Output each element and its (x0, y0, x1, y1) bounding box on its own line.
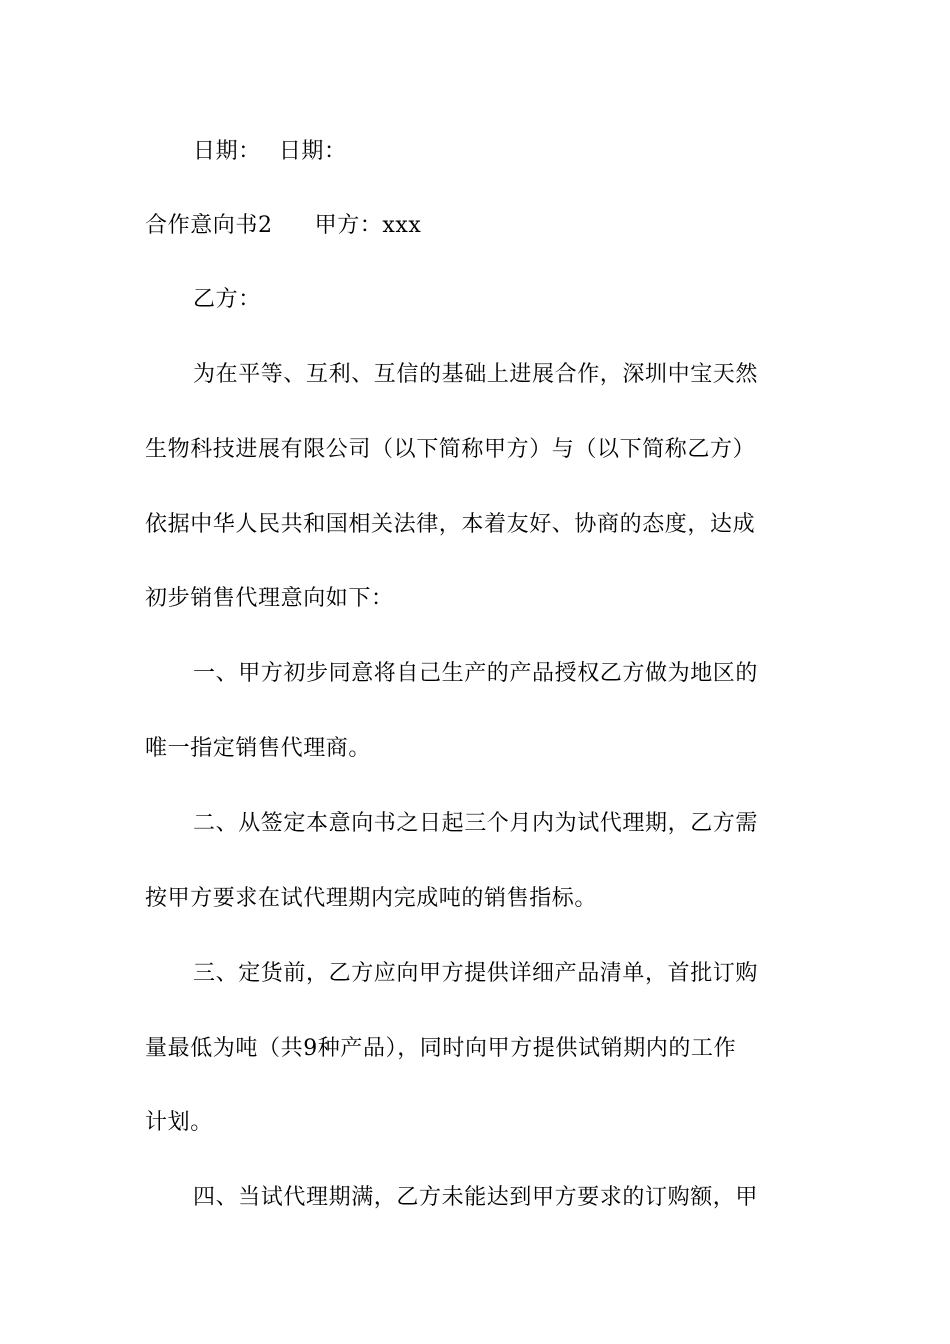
clause-1-line: 一、甲方初步同意将自己生产的产品授权乙方做为地区的 (193, 661, 759, 686)
party-b-label: 乙方： (193, 287, 261, 312)
party-a-label: 甲方：xxx (314, 213, 422, 238)
date-label-left: 日期： (193, 139, 261, 164)
document-title: 合作意向书2 (145, 213, 273, 238)
clause-3-line: 计划。 (145, 1110, 213, 1135)
paragraph-line: 生物科技进展有限公司（以下简称甲方）与（以下简称乙方） (145, 437, 756, 462)
clause-3-line: 三、定货前，乙方应向甲方提供详细产品清单，首批订购 (193, 961, 759, 986)
clause-1-line: 唯一指定销售代理商。 (145, 736, 372, 761)
paragraph-line: 依据中华人民共和国相关法律，本着友好、协商的态度，达成 (145, 512, 756, 537)
clause-2-line: 二、从签定本意向书之日起三个月内为试代理期，乙方需 (193, 811, 759, 836)
paragraph-line: 初步销售代理意向如下： (145, 586, 394, 611)
clause-2-line: 按甲方要求在试代理期内完成吨的销售指标。 (145, 886, 598, 911)
clause-3-line: 量最低为吨（共9种产品），同时向甲方提供试销期内的工作 (145, 1036, 737, 1061)
paragraph-line: 为在平等、互利、互信的基础上进展合作，深圳中宝天然 (193, 362, 759, 387)
date-line (193, 137, 863, 167)
clause-4-line: 四、当试代理期满，乙方未能达到甲方要求的订购额，甲 (193, 1185, 759, 1210)
heading-line (145, 211, 815, 241)
date-label-right: 日期： (278, 139, 347, 164)
